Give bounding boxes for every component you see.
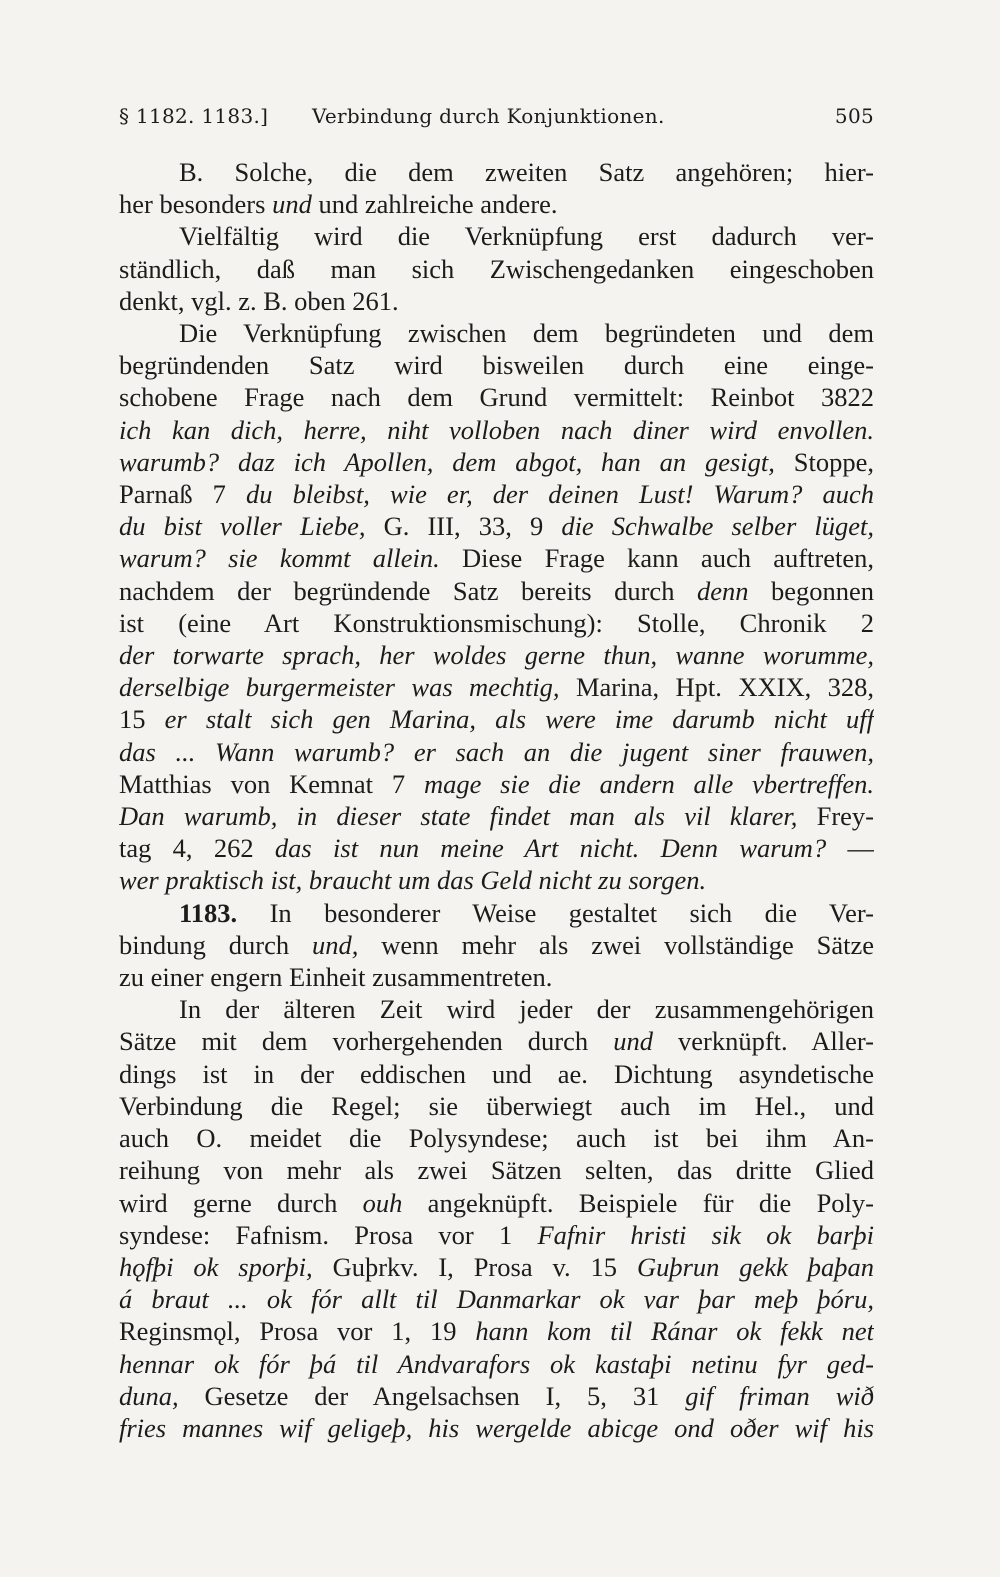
text-segment: — — [826, 833, 874, 864]
text-line — [119, 317, 874, 349]
text-line — [119, 993, 874, 1025]
section-number: 1183. — [179, 897, 238, 928]
italic-quote: du bist voller Liebe, — [119, 511, 366, 542]
text-line — [119, 1380, 874, 1412]
italic-quote: warumb? daz ich Apollen, dem abgot, han an gesigt, — [119, 446, 775, 477]
italic-quote: und — [613, 1026, 653, 1057]
text-segment: angeknüpft. Beispiele für die Poly- — [402, 1187, 874, 1218]
text-segment: auch O. meidet die Polysyndese; auch ist bei ihm An- — [119, 1123, 874, 1154]
text-segment: Matthias von Kemnat 7 — [119, 768, 424, 799]
text-segment: wird gerne durch — [119, 1187, 363, 1218]
italic-quote: und, — [312, 929, 359, 960]
text-line — [119, 703, 874, 735]
italic-quote: warum? sie kommt allein. — [119, 543, 440, 574]
text-line — [119, 1058, 874, 1090]
text-segment: Diese Frage kann auch auftreten, — [439, 543, 874, 574]
text-line — [119, 1219, 874, 1251]
text-line — [119, 220, 874, 252]
italic-quote: Guþrun gekk þaþan — [636, 1251, 874, 1282]
text-line — [119, 1090, 874, 1122]
text-line — [119, 1283, 874, 1315]
text-line — [119, 156, 874, 188]
text-segment: Verbindung die Regel; sie überwiegt auch im Hel., und — [119, 1090, 874, 1121]
text-segment: ist (eine Art Konstruktionsmischung): Stolle, Chronik 2 — [119, 607, 874, 638]
text-segment: 15 — [119, 704, 165, 735]
italic-quote: Dan warumb, in dieser state findet man als vil klarer, — [119, 801, 798, 832]
page-number: 505 — [834, 104, 874, 128]
text-segment: begründenden Satz wird bisweilen durch eine einge- — [119, 350, 874, 381]
italic-quote: ich kan dich, herre, niht volloben nach diner wird envollen. — [119, 414, 874, 445]
section-reference: § 1182. 1183.] — [119, 104, 269, 128]
text-segment: nachdem der begründende Satz bereits durch — [119, 575, 697, 606]
text-segment: syndese: Fafnism. Prosa vor 1 — [119, 1219, 538, 1250]
italic-quote: der torwarte sprach, her woldes gerne thun, wanne worumme, — [119, 640, 874, 671]
text-segment: wenn mehr als zwei vollständige Sätze — [358, 929, 874, 960]
italic-quote: mage sie die andern alle vbertreffen. — [423, 768, 874, 799]
italic-quote: wer praktisch ist, braucht um das Geld nicht zu sorgen. — [119, 865, 707, 896]
text-segment: Die Verknüpfung zwischen dem begründeten und dem — [179, 318, 874, 349]
text-segment: Reginsmǫl, Prosa vor 1, 19 — [119, 1316, 476, 1347]
italic-quote: er stalt sich gen Marina, als were ime darumb nicht uff — [164, 704, 874, 735]
text-line — [119, 639, 874, 671]
text-line — [119, 671, 874, 703]
text-segment: Frey- — [797, 801, 874, 832]
body-text — [119, 156, 874, 1444]
text-segment: Sätze mit dem vorhergehenden durch — [119, 1026, 614, 1057]
text-line — [119, 1251, 874, 1283]
text-segment: denkt, vgl. z. B. oben 261. — [119, 285, 399, 316]
text-line — [119, 542, 874, 574]
text-line — [119, 1122, 874, 1154]
italic-quote: das ist nun meine Art nicht. Denn warum? — [274, 833, 827, 864]
text-segment: Stoppe, — [774, 446, 874, 477]
text-line — [119, 768, 874, 800]
text-segment: zu einer engern Einheit zusammentreten. — [119, 962, 553, 993]
text-segment: Vielfältig wird die Verknüpfung erst dadurch ver- — [179, 221, 874, 252]
text-segment: reihung von mehr als zwei Sätzen selten, das dritte Glied — [119, 1155, 874, 1186]
text-line — [119, 381, 874, 413]
text-line — [119, 864, 874, 896]
text-segment: ständlich, daß man sich Zwischengedanken eingeschoben — [119, 253, 874, 284]
text-line — [119, 1315, 874, 1347]
text-line — [119, 929, 874, 961]
text-line — [119, 607, 874, 639]
text-line — [119, 253, 874, 285]
text-line — [119, 832, 874, 864]
italic-quote: ouh — [362, 1187, 403, 1218]
text-line — [119, 1187, 874, 1219]
text-line — [119, 510, 874, 542]
italic-quote: fries mannes wif geligeþ, his wergelde abicge ond oðer wif his — [119, 1412, 874, 1443]
italic-quote: du bleibst, wie er, der deinen Lust! Warum? auch — [246, 479, 874, 510]
italic-quote: und — [272, 189, 312, 220]
text-line — [119, 478, 874, 510]
text-line — [119, 188, 874, 220]
text-line — [119, 800, 874, 832]
italic-quote: hann kom til Ránar ok fekk net — [475, 1316, 874, 1347]
text-segment: und zahlreiche andere. — [311, 189, 558, 220]
italic-quote: á braut ... ok fór allt til Danmarkar ok var þar meþ þóru, — [119, 1284, 874, 1315]
text-line — [119, 1348, 874, 1380]
text-segment: her besonders — [119, 189, 273, 220]
italic-quote: Fafnir hristi sik ok barþi — [537, 1219, 874, 1250]
text-line — [119, 897, 874, 929]
text-segment: Guþrkv. I, Prosa v. 15 — [312, 1251, 637, 1282]
text-segment: tag 4, 262 — [119, 833, 275, 864]
text-segment: bindung durch — [119, 929, 312, 960]
italic-quote: gif friman wið — [685, 1380, 874, 1411]
text-line — [119, 285, 874, 317]
text-line — [119, 575, 874, 607]
text-segment: verknüpft. Aller- — [652, 1026, 874, 1057]
text-segment: In der älteren Zeit wird jeder der zusammengehörigen — [179, 994, 874, 1025]
running-title: Verbindung durch Konjunktionen. — [312, 104, 665, 128]
text-segment: Marina, Hpt. XXIX, 328, — [559, 672, 874, 703]
text-segment: dings ist in der eddischen und ae. Dichtung asyndetische — [119, 1058, 874, 1089]
text-line — [119, 1025, 874, 1057]
text-line — [119, 446, 874, 478]
text-line — [119, 349, 874, 381]
text-line — [119, 736, 874, 768]
italic-quote: hǫfþi ok sporþi, — [119, 1251, 313, 1282]
italic-quote: derselbige burgermeister was mechtig, — [119, 672, 560, 703]
text-line — [119, 961, 874, 993]
italic-quote: das ... Wann warumb? er sach an die jugent siner frauwen, — [119, 736, 874, 767]
text-line — [119, 1154, 874, 1186]
text-segment: schobene Frage nach dem Grund vermittelt: Reinbot 3822 — [119, 382, 874, 413]
text-line — [119, 1412, 874, 1444]
italic-quote: denn — [696, 575, 749, 606]
text-segment: In besonderer Weise gestaltet sich die Ver- — [237, 897, 874, 928]
text-segment: B. Solche, die dem zweiten Satz angehören; hier- — [179, 157, 874, 187]
italic-quote: die Schwalbe selber lüget, — [561, 511, 874, 542]
text-segment: Gesetze der Angelsachsen I, 5, 31 — [178, 1380, 686, 1411]
text-line — [119, 414, 874, 446]
italic-quote: hennar ok fór þá til Andvarafors ok kastaþi netinu fyr ged- — [119, 1348, 874, 1379]
text-segment: begonnen — [748, 575, 874, 606]
text-segment: Parnaß 7 — [119, 479, 247, 510]
text-segment: G. III, 33, 9 — [365, 511, 562, 542]
italic-quote: duna, — [119, 1380, 179, 1411]
